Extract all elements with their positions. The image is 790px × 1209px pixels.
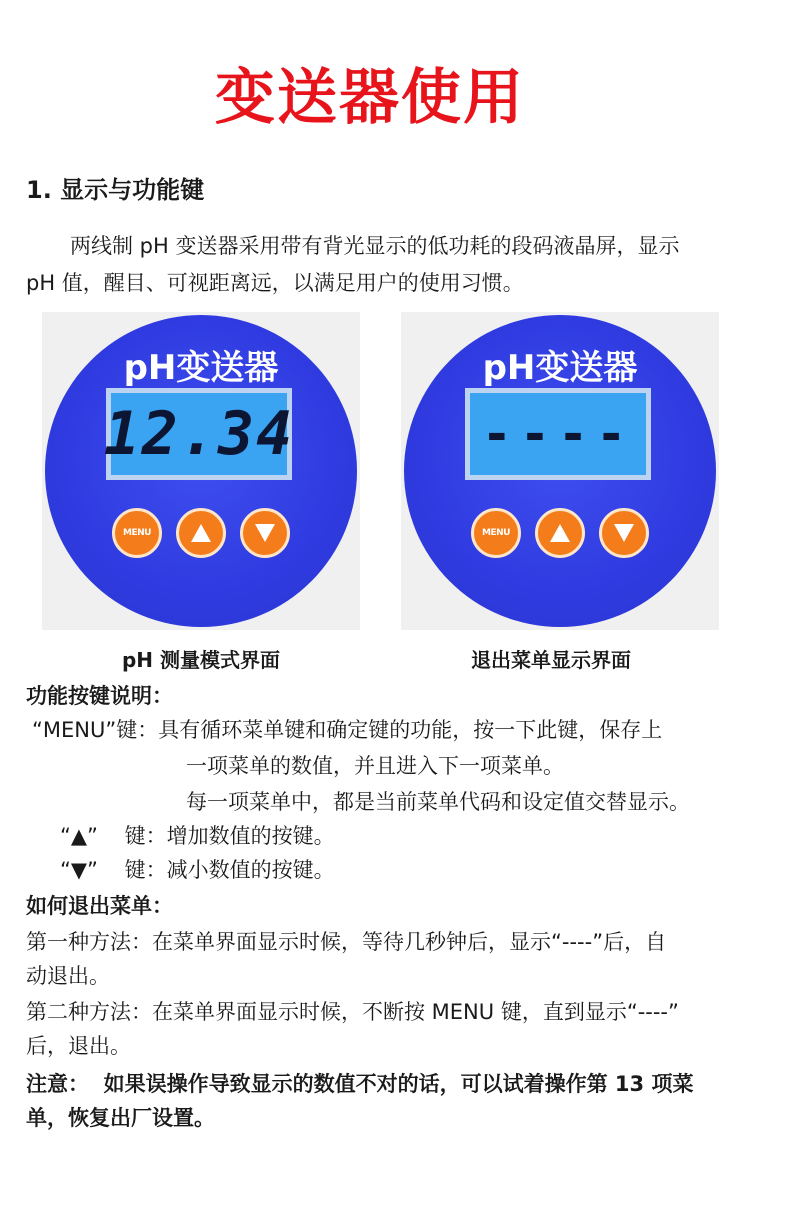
triangle-down-icon xyxy=(613,523,635,543)
page-title: 变送器使用 xyxy=(215,63,525,133)
intro-paragraph xyxy=(26,228,756,302)
panel-caption: pH 测量模式界面 xyxy=(121,648,281,672)
keys-heading: 功能按键说明： xyxy=(26,684,173,708)
exit-method-1-cont: 动退出。 xyxy=(26,964,110,988)
menu-button-label: MENU xyxy=(482,528,510,538)
down-key-desc: “▼” 键：减小数值的按键。 xyxy=(60,858,335,882)
down-button[interactable] xyxy=(599,508,649,558)
triangle-up-icon xyxy=(190,523,212,543)
transmitter-panel-measure xyxy=(42,312,360,630)
up-key-desc: “▲” 键：增加数值的按键。 xyxy=(60,824,335,848)
up-button[interactable] xyxy=(176,508,226,558)
exit-method-1: 第一种方法：在菜单界面显示时候，等待几秒钟后，显示“----”后，自 xyxy=(26,930,667,954)
note-text-cont: 单，恢复出厂设置。 xyxy=(26,1106,215,1130)
panel-title: pH变送器 xyxy=(482,348,638,388)
menu-button[interactable] xyxy=(471,508,521,558)
intro-line: pH 值，醒目、可视距离远，以满足用户的使用习惯。 xyxy=(26,271,524,295)
note-text: 注意： 如果误操作导致显示的数值不对的话，可以试着操作第 13 项菜 xyxy=(26,1072,694,1096)
menu-button[interactable] xyxy=(112,508,162,558)
lcd-reading: 12.34 xyxy=(103,399,295,469)
intro-line: 两线制 pH 变送器采用带有背光显示的低功耗的段码液晶屏，显示 xyxy=(70,234,680,258)
exit-method-2-cont: 后，退出。 xyxy=(26,1034,131,1058)
exit-heading: 如何退出菜单： xyxy=(26,894,173,918)
panel-caption: 退出菜单显示界面 xyxy=(471,648,631,672)
up-button[interactable] xyxy=(535,508,585,558)
transmitter-panel-exit xyxy=(401,312,719,630)
exit-method-2: 第二种方法：在菜单界面显示时候，不断按 MENU 键，直到显示“----” xyxy=(26,1000,679,1024)
lcd-reading: ---- xyxy=(481,405,635,463)
down-button[interactable] xyxy=(240,508,290,558)
panel-title: pH变送器 xyxy=(123,348,279,388)
menu-key-desc-cont: 每一项菜单中，都是当前菜单代码和设定值交替显示。 xyxy=(186,790,690,814)
menu-key-desc-cont: 一项菜单的数值，并且进入下一项菜单。 xyxy=(186,754,564,778)
menu-button-label: MENU xyxy=(123,528,151,538)
triangle-up-icon xyxy=(549,523,571,543)
menu-key-desc: “MENU”键：具有循环菜单键和确定键的功能，按一下此键，保存上 xyxy=(32,718,663,742)
lcd-display xyxy=(465,388,651,480)
section-heading: 1. 显示与功能键 xyxy=(26,176,205,204)
lcd-display xyxy=(103,388,295,480)
triangle-down-icon xyxy=(254,523,276,543)
